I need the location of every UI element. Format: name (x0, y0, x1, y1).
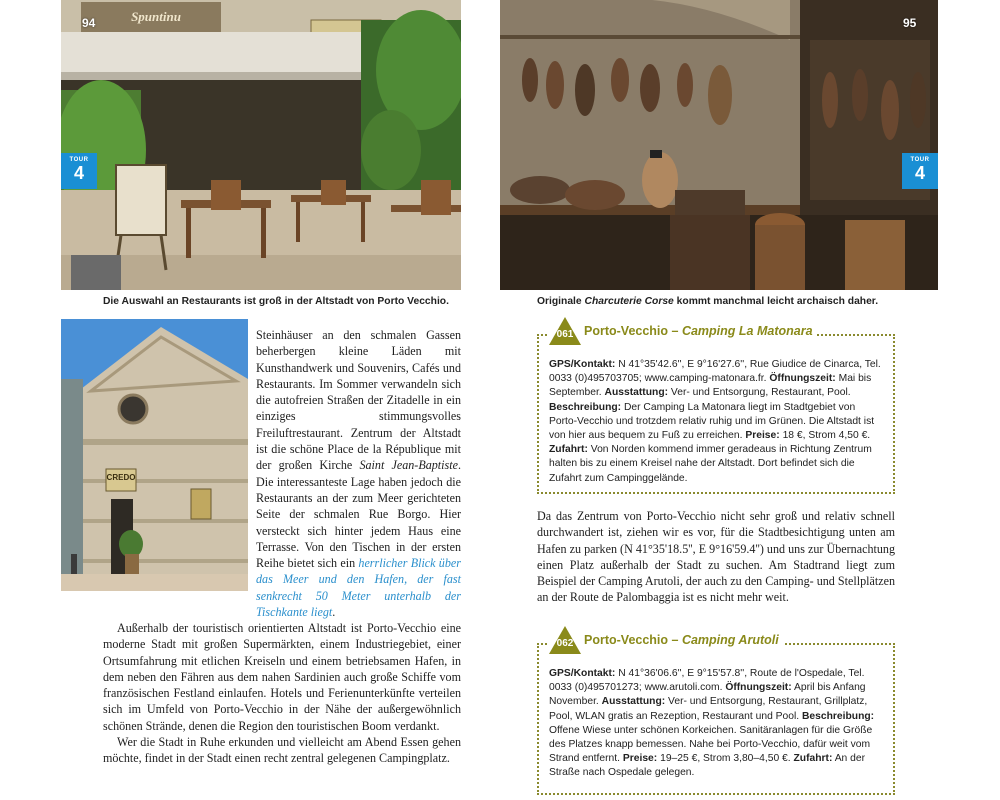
description-label: Beschreibung: (802, 710, 875, 722)
gps-label: GPS/Kontakt: (549, 359, 616, 370)
campsite-box-061 (537, 334, 895, 494)
gps-text: N 41°35'42.6'', E 9°16'27.6'', Rue Giudice de Cinarca, Tel. 0033 (0)495703705; www.camping-matonara.fr. (549, 359, 881, 385)
gps-text: N 41°36'06.6'', E 9°15'57.8'', Route de l'Ospedale, Tel. 0033 (0)495701273; www.arutoli.com. (549, 668, 865, 694)
access-label: Zufahrt: (793, 753, 833, 765)
access-text: An der Straße nach Ospedale gelegen. (549, 753, 866, 779)
equipment-text: Ver- und Entsorgung, Restaurant, Pool. (670, 387, 851, 399)
caption-part: Originale (537, 296, 582, 307)
description-text: Offene Wiese unter schönen Korkeichen. Sanitäranlagen für die Größe des Platzes knapp bemessen. Nahe bei Porto-Vecchio, dafür weit vom Strand entfernt. (549, 724, 873, 765)
prices-text: 18 €, Strom 4,50 €. (782, 430, 871, 442)
prices-text: 19–25 €, Strom 3,80–4,50 €. (660, 753, 791, 765)
photo-caption-right (537, 296, 878, 307)
hours-text: April bis Anfang November. (549, 682, 866, 708)
church-sign-text: CREDO (106, 473, 136, 482)
tour-tab-right (902, 153, 938, 189)
church-name: Saint Jean-Baptiste (359, 458, 458, 473)
hours-label: Öffnungszeit: (769, 373, 836, 385)
access-label: Zufahrt: (549, 444, 588, 456)
photo-caption-left: Die Auswahl an Restaurants ist groß in der Altstadt von Porto Vecchio. (103, 296, 449, 307)
tour-tab-number: 4 (914, 163, 925, 183)
charcuterie-photo (500, 0, 938, 290)
campsite-header-062 (548, 625, 783, 655)
right-middle-text (537, 508, 895, 606)
left-text-wrap (256, 327, 461, 620)
tent-badge-icon (548, 625, 582, 655)
caption-part: kommt manchmal leicht archaisch daher. (676, 296, 879, 307)
caption-italic: Charcuterie Corse (584, 296, 674, 307)
description-label: Beschreibung: (549, 401, 622, 413)
left-text-full (103, 620, 461, 767)
description-text: Der Camping La Matonara liegt im Stadtgebiet von Porto-Vecchio und trotzdem relativ ruhig und im Grünen. Die Altstadt ist von hier aus bequem zu Fuß zu erreichen. (549, 401, 875, 442)
title-place: Porto-Vecchio – (584, 324, 682, 338)
tent-badge-icon (548, 316, 582, 346)
hours-label: Öffnungszeit: (725, 682, 792, 694)
restaurant-photo (61, 0, 461, 290)
highlight-view-text: herrlicher Blick über das Meer und den Hafen, der fast senkrecht 50 Meter unterhalb der Tischkante liegt (256, 556, 461, 620)
middle-paragraph: Da das Zentrum von Porto-Vecchio nicht sehr groß und relativ schnell durchwandert ist, ziehen wir es vor, für die Stadtbesichtigung unten am Hafen zu parken (N 41°35'18.5'', E 9°16'59.4'') und uns zur Übernachtung einen Platz außerhalb der Stadt zu suchen. Am Stadtrand liegt zum Beispiel der Camping Arutoli, der auch zu den Camping- und Stellplätzen an der Route de Palombaggia ist es nicht mehr weit. (537, 509, 895, 605)
title-name: Camping Arutoli (681, 633, 779, 647)
campsite-header-061 (548, 316, 817, 346)
restaurant-sign-text: Spuntinu (131, 9, 181, 24)
equipment-text: Ver- und Entsorgung, Restaurant, Grillplatz, Pool, WLAN gratis an Rezeption, Restaurant und Pool. (549, 696, 868, 722)
equipment-label: Ausstattung: (601, 696, 666, 708)
title-name: Camping La Matonara (681, 324, 813, 338)
badge-number: 061 (556, 329, 574, 340)
paragraph-1-text: Steinhäuser an den schmalen Gassen beherbergen kleine Läden mit Kunsthandwerk und Souvenirs, Cafés und Restaurants. Im Sommer verwandeln sich die autofreien Straßen der Zitadelle in ein einziges stimmungsvolles Freiluftrestaurant. Zentrum der Altstadt ist die schöne Place de la République mit der großen Kirche (256, 328, 461, 473)
tour-tab-number: 4 (73, 163, 84, 183)
prices-label: Preise: (622, 753, 658, 765)
title-place: Porto-Vecchio – (584, 633, 682, 647)
tour-tab-label: TOUR (910, 157, 930, 163)
paragraph-1-continued: . Die interessanteste Lage haben jedoch die Restaurants an der zum Meer gerichteten Seite der schmalen Rue Borgo. Hier versteckt sich hinter jedem Haus eine Terrasse. Von den Tischen in der ersten Reihe bietet sich ein (256, 458, 461, 571)
campsite-title (584, 324, 813, 338)
paragraph-3: Wer die Stadt in Ruhe erkunden und vielleicht am Abend Essen gehen möchte, findet in der Stadt einen recht zentral gelegenen Campingplatz. (103, 735, 461, 766)
tour-tab-left (61, 153, 97, 189)
campsite-title (584, 633, 779, 647)
campsite-box-062 (537, 643, 895, 795)
tour-tab-label: TOUR (69, 157, 89, 163)
page-number-right: 95 (903, 16, 917, 30)
badge-number: 062 (556, 638, 574, 649)
paragraph-2: Außerhalb der touristisch orientierten Altstadt ist Porto-Vecchio eine moderne Stadt mit großen Supermärkten, einem Industriegebiet, einer Ortsumfahrung mit etlichen Kreiseln und einem betriebsamen Hafen, in dem neben den Fähren aus dem nahen Sardinien auch große Schiffe vom französischen Festland einlaufen. Hotels und Ferienunterkünfte verteilen sich im Umfeld von Porto-Vecchio in der Nähe der außergewöhnlich schönen Strände, denen die Region den touristischen Boom verdankt. (103, 621, 461, 733)
paragraph-1-end: . (332, 605, 336, 620)
prices-label: Preise: (745, 430, 780, 442)
equipment-label: Ausstattung: (604, 387, 669, 399)
gps-label: GPS/Kontakt: (549, 668, 616, 679)
church-photo (61, 319, 248, 591)
access-text: Von Norden kommend immer geradeaus in Richtung Zentrum halten bis zu einem Kreisel nahe der Altstadt. Dort befindet sich die Zufahrt zum Campinggelände. (549, 444, 872, 484)
hours-text: Mai bis September. (549, 373, 872, 399)
page-number-left: 94 (82, 16, 96, 30)
